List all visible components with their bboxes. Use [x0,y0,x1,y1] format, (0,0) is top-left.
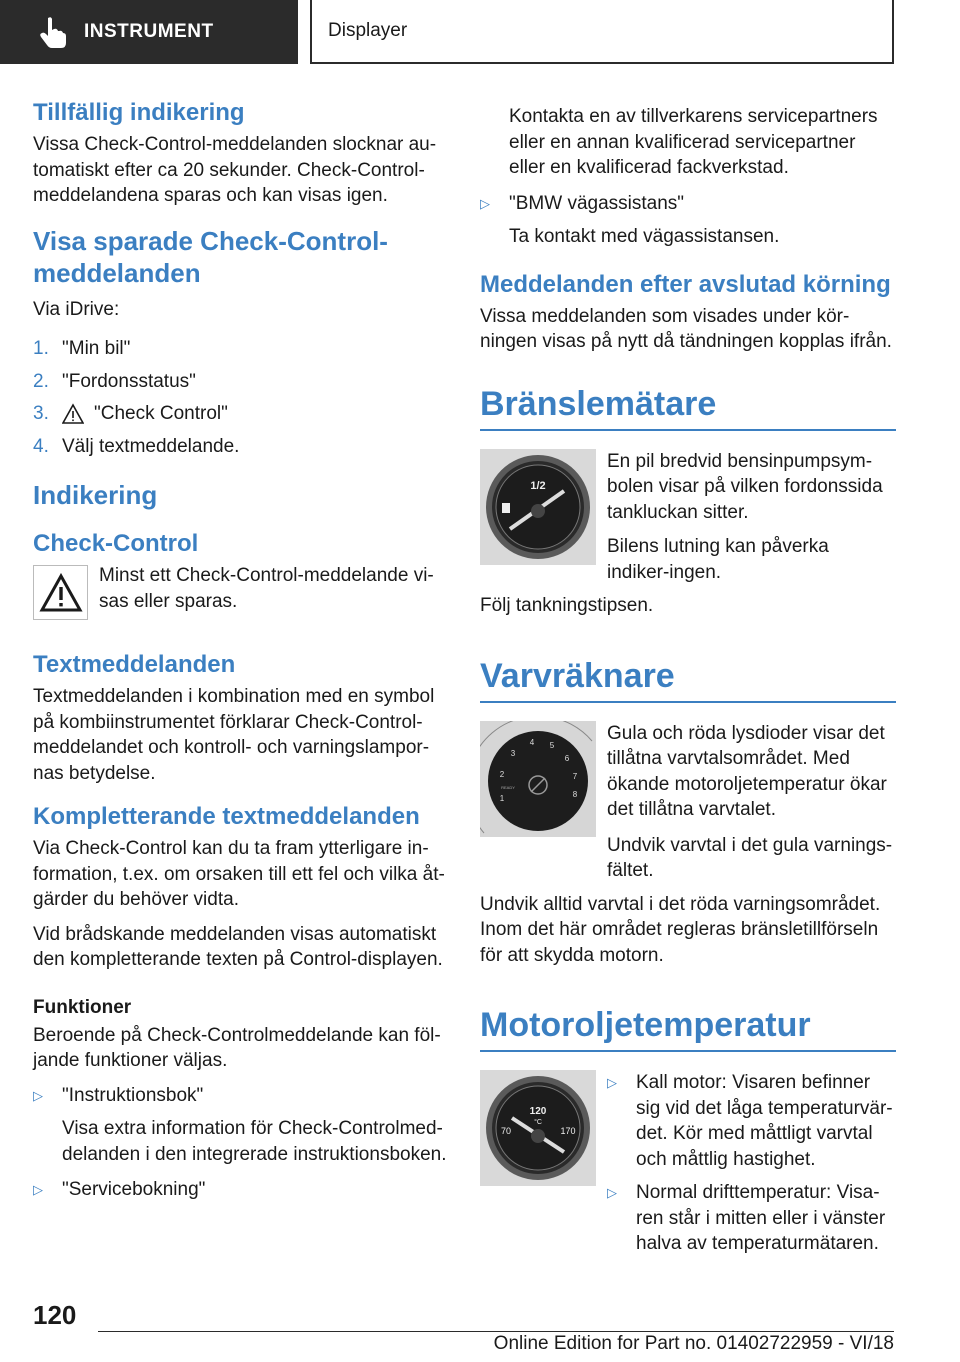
tach-label: 2 [499,769,505,779]
temp-high-label: 170 [560,1126,576,1136]
bullet-title: "Instruktionsbok" [62,1084,204,1106]
text-kompletterande-2: Vid brådskande meddelanden visas automatiskt den kompletterande texten på Control-displayen. [33,923,443,970]
oil-temp-row [480,1070,896,1257]
heading-meddelanden-efter: Meddelanden efter avslutad körning [480,270,891,298]
page-number: 120 [33,1300,77,1330]
text-meddelanden-efter: Vissa meddelanden som visades under kör-ningen visas på nytt då tändningen kopplas ifrån. [480,305,892,352]
text-varv-2: Undvik varvtal i det gula varnings-fältet. [607,834,893,881]
heading-kompletterande: Kompletterande textmeddelanden [33,803,420,830]
step-item [33,369,447,395]
fuel-half-label: 1/2 [530,479,546,492]
text-kompletterande-1: Via Check-Control kan du ta fram ytterligare in-formation, t.ex. om orsaken till ett fel och vilka åt-gärder du behöver vidta. [33,838,445,910]
text-varv-1: Gula och röda lysdioder visar det tillåtna varvtalsområdet. Med ökande motoroljetemperatur ökar det tillåtna varvtalet. [607,722,887,820]
list-item [607,1070,896,1172]
tach-label: 8 [572,789,578,799]
step-number: 2. [33,370,49,392]
text-check-control: Minst ett Check-Control-meddelande vi-sas eller sparas. [99,565,434,612]
footer-divider [98,1331,894,1332]
text-via-idrive: Via iDrive: [33,298,120,320]
text-textmeddelanden: Textmeddelanden i kombination med en symbol på kombiinstrumentet förklarar Check-Control-meddelandet och kontroll- och varningslampor-nas betydelse. [33,686,435,784]
heading-indikering: Indikering [33,480,158,510]
text-bransle-1: En pil bredvid bensinpumpsym-bolen visar på vilken fordonssida tankluckan sitter. [607,450,883,523]
heading-branslematare: Bränslemätare [480,383,896,431]
list-item [480,191,896,250]
check-control-row [33,563,447,620]
triangle-bullet-icon: ▷ [480,195,490,211]
step-text: "Fordonsstatus" [62,370,196,392]
warning-triangle-icon [62,403,84,425]
heading-check-control: Check-Control [33,530,199,557]
oil-temperature-gauge-image [480,1070,596,1186]
text-bransle-2: Bilens lutning kan påverka indiker-ingen. [607,536,829,583]
step-number: 3. [33,403,49,424]
heading-varvraknare: Varvräknare [480,655,896,703]
bullet-title: "BMW vägassistans" [509,192,685,214]
fuel-gauge-image [480,449,596,565]
text-tillfallig: Vissa Check-Control-meddelanden slocknar au-tomatiskt efter ca 20 sekunder. Check-Control-meddelandena sparas och kan visas igen. [33,134,437,206]
bullet-text: Normal drifttemperatur: Visa-ren står i mitten eller i vänster halva av temperaturmätaren. [636,1182,886,1254]
heading-funktioner: Funktioner [33,996,132,1018]
bullet-text: Ta kontakt med vägassistansen. [509,226,780,247]
heading-motoroljetemperatur: Motoroljetemperatur [480,1004,896,1052]
tach-label: 6 [564,753,570,763]
left-column [33,98,447,1203]
triangle-bullet-icon: ▷ [33,1182,43,1197]
heading-tillfallig: Tillfällig indikering [33,99,245,126]
temp-unit-label: °C [534,1119,542,1126]
heading-visa-sparade: Visa sparade Check-Control-meddelanden [33,225,388,288]
tach-label: 5 [549,740,555,750]
bullet-text: Visa extra information för Check-Controlmed-delanden i den integrerade instruktionsboken. [62,1118,447,1165]
list-item [33,1083,447,1168]
section-title: Displayer [328,20,408,41]
tach-label: 3 [510,748,516,758]
list-item [607,1180,896,1257]
heading-textmeddelanden: Textmeddelanden [33,651,236,678]
chapter-title: INSTRUMENT [84,21,214,42]
step-number: 4. [33,435,49,457]
step-item [33,401,447,427]
hand-pointer-icon [34,14,70,50]
temp-mid-label: 120 [529,1106,547,1117]
step-item [33,434,447,460]
step-item [33,336,447,362]
text-funktioner: Beroende på Check-Controlmeddelande kan föl-jande funktioner väljas. [33,1024,441,1071]
edition-text: Online Edition for Part no. 01402722959 - VI/18 [493,1333,894,1354]
warning-triangle-icon [39,573,83,613]
triangle-bullet-icon: ▷ [607,1075,617,1090]
step-text: Välj textmeddelande. [62,435,240,457]
text-bransle-3: Följ tankningstipsen. [480,595,654,616]
tach-ready-label: READY [501,784,515,790]
tachometer-row [480,721,896,837]
temp-low-label: 70 [500,1126,512,1136]
step-text: "Check Control" [94,403,228,424]
chapter-tab [0,0,298,64]
bullet-text: Kall motor: Visaren befinner sig vid det låga temperaturvär-det. Kör med måttligt varvtal och måttlig hastighet. [636,1072,893,1170]
tachometer-image [480,721,596,837]
triangle-bullet-icon: ▷ [33,1087,43,1103]
text-kontakta: Kontakta en av tillverkarens servicepartners eller en annan kvalificerad servicepartner eller en kvalificerad fackverkstad. [509,106,878,178]
tach-label: 4 [529,737,535,747]
tach-label: 1 [499,793,505,803]
tach-label: 7 [572,771,578,781]
warning-symbol-box [33,565,88,620]
triangle-bullet-icon: ▷ [607,1185,617,1200]
right-column [480,104,896,1257]
text-varv-3: Undvik alltid varvtal i det röda varningsområdet. Inom det här området regleras bränsletillförseln för att skydda motorn. [480,893,881,966]
list-item [33,1177,447,1203]
bullet-title: "Servicebokning" [62,1179,206,1200]
step-number: 1. [33,338,49,359]
step-text: "Min bil" [62,338,131,359]
section-tab [310,0,894,64]
fuel-gauge-row [480,449,896,586]
